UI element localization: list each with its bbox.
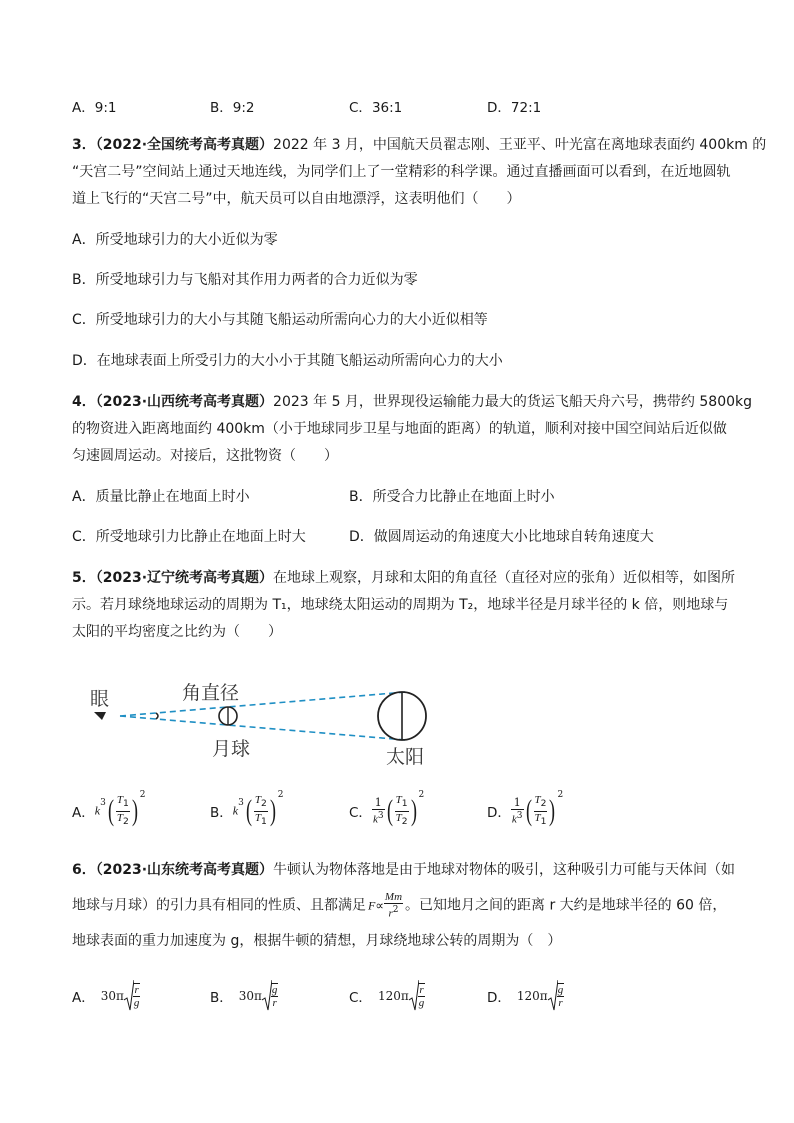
q6-stem-line-2: 地球与月球）的引力具有相同的性质、且都满足 F∝ $\frac{Mm}{r^2}$ 。已知地月之间的距离 r 大约是地球半径的 60 倍， bbox=[72, 891, 727, 920]
q4-option-b[interactable]: B．所受合力比静止在地面上时小 bbox=[349, 489, 555, 505]
q5-option-c[interactable]: C． $\frac{1}{k^3}$ ( $\frac{T_1}{T_2}$ ) $^2$ bbox=[349, 790, 425, 827]
q6-option-c[interactable]: C． 120π $\frac{r}{g}$ bbox=[349, 980, 425, 1012]
q3-stem-line-1: 3．（2022·全国统考高考真题）2022 年 3 月，中国航天员翟志刚、王亚平、叶光富在离地球表面约 400km 的 bbox=[72, 137, 767, 153]
gravity-formula: F∝ $\frac{Mm}{r^2}$ bbox=[368, 891, 403, 920]
angle-label: 角直径 bbox=[182, 682, 240, 704]
q3-option-d[interactable]: D．在地球表面上所受引力的大小小于其随飞船运动所需向心力的大小 bbox=[72, 353, 503, 369]
q6-option-d[interactable]: D． 120π $\frac{g}{r}$ bbox=[487, 980, 564, 1012]
q5-option-a[interactable]: A．$k^3$( $\frac{T_1}{T_2}$ ) $^2$ bbox=[72, 790, 146, 827]
q2-option-d[interactable]: D．72:1 bbox=[487, 100, 542, 116]
q6-option-a[interactable]: A． 30π $\frac{r}{g}$ bbox=[72, 980, 140, 1012]
moon-label: 月球 bbox=[212, 738, 251, 760]
q4-option-a[interactable]: A．质量比静止在地面上时小 bbox=[72, 489, 250, 505]
q6-stem-line-1: 6．（2023·山东统考高考真题）牛顿认为物体落地是由于地球对物体的吸引，这种吸引力可能与天体间（如 bbox=[72, 862, 736, 878]
q5-stem-line-1: 5．（2023·辽宁统考高考真题）在地球上观察，月球和太阳的角直径（直径对应的张角）近似相等，如图所 bbox=[72, 570, 736, 586]
q4-option-d[interactable]: D．做圆周运动的角速度大小比地球自转角速度大 bbox=[349, 529, 654, 545]
q5-figure bbox=[72, 670, 472, 770]
q5-stem-line-3: 太阳的平均密度之比约为（ ） bbox=[72, 624, 282, 640]
angle-arc-icon bbox=[156, 713, 158, 719]
q2-option-a[interactable]: A．9:1 bbox=[72, 100, 117, 116]
upper-sight-line bbox=[120, 692, 406, 716]
q3-option-c[interactable]: C．所受地球引力的大小与其随飞船运动所需向心力的大小近似相等 bbox=[72, 312, 488, 328]
q2-option-b[interactable]: B．9:2 bbox=[210, 100, 255, 116]
q2-option-c[interactable]: C．36:1 bbox=[349, 100, 403, 116]
q4-option-c[interactable]: C．所受地球引力比静止在地面上时大 bbox=[72, 529, 306, 545]
eye-label: 眼 bbox=[90, 688, 110, 710]
q4-stem-line-1: 4．（2023·山西统考高考真题）2023 年 5 月，世界现役运输能力最大的货运飞船天舟六号，携带约 5800kg bbox=[72, 394, 753, 410]
q5-option-b[interactable]: B．$k^3$( $\frac{T_2}{T_1}$ ) $^2$ bbox=[210, 790, 284, 827]
q6-option-b[interactable]: B． 30π $\frac{g}{r}$ bbox=[210, 980, 278, 1012]
q3-stem-line-2: “天宫二号”空间站上通过天地连线，为同学们上了一堂精彩的科学课。通过直播画面可以看到，在近地圆轨 bbox=[72, 164, 731, 180]
eye-icon bbox=[94, 712, 106, 720]
q4-stem-line-3: 匀速圆周运动。对接后，这批物资（ ） bbox=[72, 448, 338, 464]
q5-stem-line-2: 示。若月球绕地球运动的周期为 T₁，地球绕太阳运动的周期为 T₂，地球半径是月球半径的 k 倍，则地球与 bbox=[72, 597, 729, 613]
q3-stem-line-3: 道上飞行的“天宫二号”中，航天员可以自由地漂浮，这表明他们（ ） bbox=[72, 191, 521, 207]
lower-sight-line bbox=[120, 716, 406, 740]
q5-option-d[interactable]: D． $\frac{1}{k^3}$ ( $\frac{T_2}{T_1}$ ) $^2$ bbox=[487, 790, 564, 827]
q3-option-b[interactable]: B．所受地球引力与飞船对其作用力两者的合力近似为零 bbox=[72, 272, 418, 288]
q6-stem-line-3: 地球表面的重力加速度为 g，根据牛顿的猜想，月球绕地球公转的周期为（ ） bbox=[72, 933, 562, 949]
sun-label: 太阳 bbox=[386, 746, 425, 768]
q3-option-a[interactable]: A．所受地球引力的大小近似为零 bbox=[72, 232, 278, 248]
q4-stem-line-2: 的物资进入距离地面约 400km（小于地球同步卫星与地面的距离）的轨道，顺利对接中国空间站后近似做 bbox=[72, 421, 727, 437]
